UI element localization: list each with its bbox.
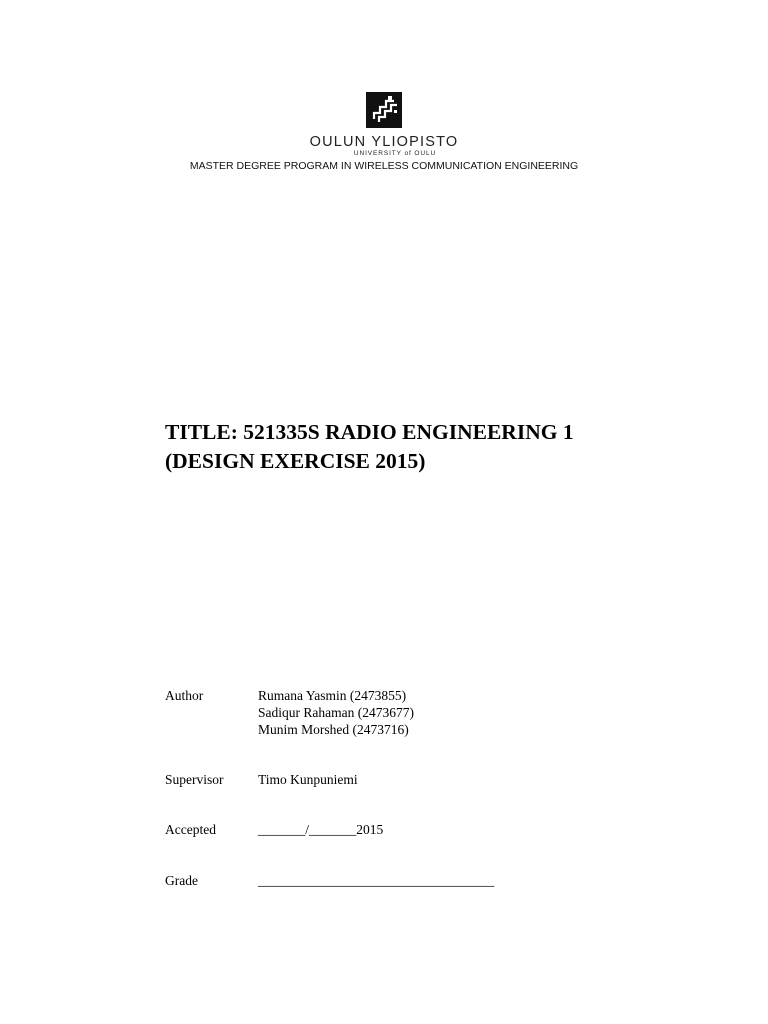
university-emblem-icon: [366, 92, 402, 128]
author-names: [258, 687, 414, 738]
university-logo: [0, 92, 768, 158]
author-name: Munim Morshed (2473716): [258, 722, 409, 737]
university-name: OULUN YLIOPISTO: [309, 134, 459, 150]
program-name: MASTER DEGREE PROGRAM IN WIRELESS COMMUNICATION ENGINEERING: [189, 160, 579, 172]
grade-field: ___________________________________: [258, 873, 495, 888]
accepted-label: Accepted: [165, 822, 216, 837]
author-name: Sadiqur Rahaman (2473677): [258, 705, 414, 720]
title-line-2: (DESIGN EXERCISE 2015): [165, 449, 426, 473]
grade-label: Grade: [165, 873, 198, 888]
author-name: Rumana Yasmin (2473855): [258, 688, 407, 703]
author-label: Author: [165, 688, 204, 703]
document-title: [165, 418, 685, 476]
title-line-1: TITLE: 521335S RADIO ENGINEERING 1: [165, 420, 574, 444]
supervisor-name: Timo Kunpuniemi: [258, 772, 358, 787]
university-subtitle: UNIVERSITY of OULU: [353, 150, 437, 157]
accepted-date-field: _______/_______2015: [258, 822, 384, 837]
supervisor-label: Supervisor: [165, 772, 224, 787]
